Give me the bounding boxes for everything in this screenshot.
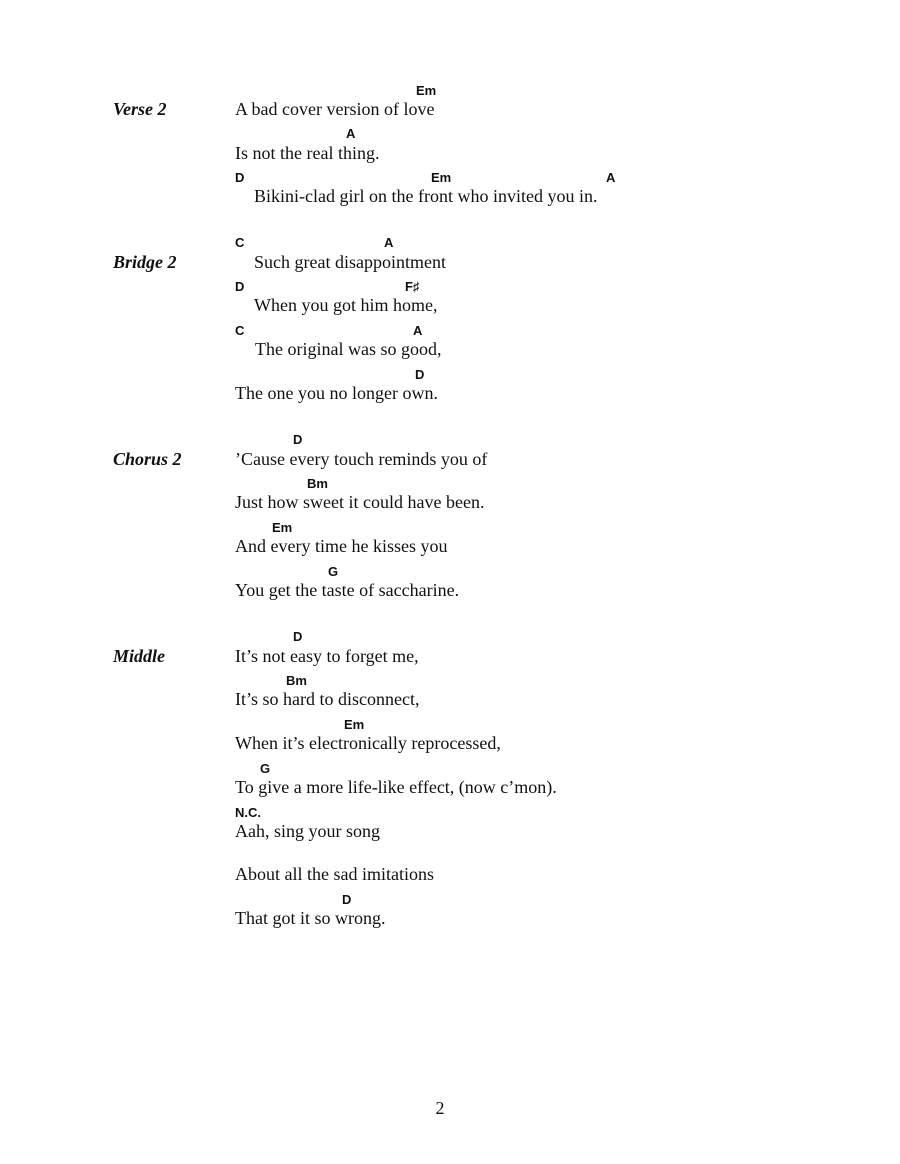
lyric-line: You get the taste of saccharine. xyxy=(235,580,460,600)
chord: Em xyxy=(272,520,293,535)
lyric-line: It’s not easy to forget me, xyxy=(235,646,419,666)
chord: G xyxy=(260,761,271,776)
chord: C xyxy=(235,235,245,250)
section-label-chorus-2: Chorus 2 xyxy=(113,449,182,469)
chord: G xyxy=(328,564,339,579)
chord: D xyxy=(342,892,352,907)
lyric-line: And every time he kisses you xyxy=(235,536,448,556)
lyric-line: When it’s electronically reprocessed, xyxy=(235,733,501,753)
lyric-line: The original was so good, xyxy=(255,339,442,359)
chord: A xyxy=(606,170,616,185)
lyric-line: When you got him home, xyxy=(254,295,438,315)
lyric-line: To give a more life-like effect, (now c’mon). xyxy=(235,777,557,797)
lyric-line: A bad cover version of love xyxy=(235,99,435,119)
chord: D xyxy=(293,629,303,644)
chord: F♯ xyxy=(405,279,420,294)
chord: Em xyxy=(416,83,437,98)
section-label-bridge-2: Bridge 2 xyxy=(113,252,177,272)
lyric-line: It’s so hard to disconnect, xyxy=(235,689,420,709)
chord: Bm xyxy=(307,476,328,491)
chord: A xyxy=(346,126,356,141)
chord: N.C. xyxy=(235,805,261,820)
chord: D xyxy=(235,170,245,185)
section-label-verse-2: Verse 2 xyxy=(113,99,167,119)
lyric-line: Bikini-clad girl on the front who invited you in. xyxy=(254,186,598,206)
lyric-line: Just how sweet it could have been. xyxy=(235,492,485,512)
chord: D xyxy=(235,279,245,294)
chord: Em xyxy=(431,170,452,185)
chord: A xyxy=(384,235,394,250)
chord: C xyxy=(235,323,245,338)
lyric-line: The one you no longer own. xyxy=(235,383,438,403)
lyric-line: ’Cause every touch reminds you of xyxy=(235,449,488,469)
chord: A xyxy=(413,323,423,338)
lyric-line: Aah, sing your song xyxy=(235,821,380,841)
chord: Bm xyxy=(286,673,307,688)
chord: D xyxy=(415,367,425,382)
section-label-middle: Middle xyxy=(113,646,165,666)
chord: D xyxy=(293,432,303,447)
chord: Em xyxy=(344,717,365,732)
lyric-line: About all the sad imitations xyxy=(235,864,434,884)
lyric-line: Such great disappointment xyxy=(254,252,446,272)
lyric-line: That got it so wrong. xyxy=(235,908,386,928)
page-number: 2 xyxy=(435,1098,445,1118)
lyric-line: Is not the real thing. xyxy=(235,143,380,163)
